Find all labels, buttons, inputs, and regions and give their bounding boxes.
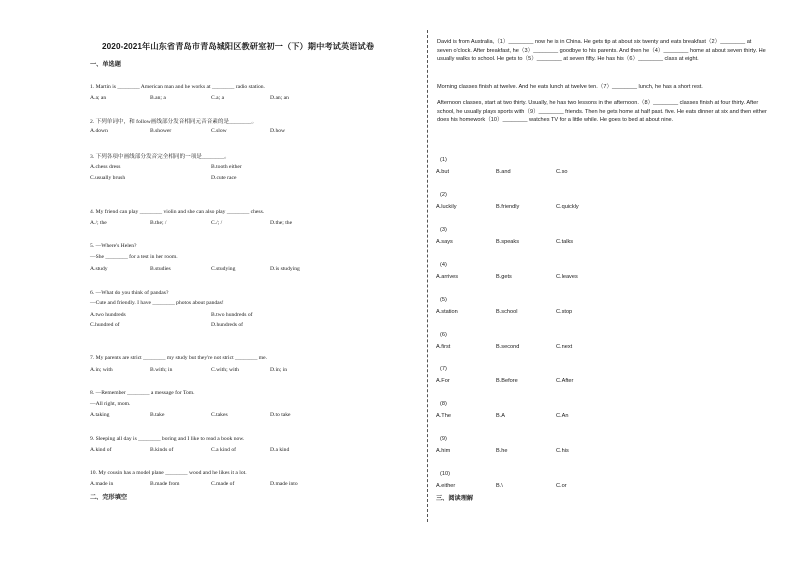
question-7-option-c[interactable]: C.with; with [211,367,239,373]
column-divider [427,30,428,522]
cloze-2-number: (2) [440,192,447,198]
cloze-9-option-a[interactable]: A.him [436,448,451,454]
question-5-option-c[interactable]: C.studying [211,266,236,272]
cloze-6-number: (6) [440,332,447,338]
cloze-6-option-a[interactable]: A.first [436,344,451,350]
question-3-option-c[interactable]: C.usually brush [90,175,126,181]
cloze-10-option-a[interactable]: A.either [436,483,456,489]
passage-paragraph-3: Afternoon classes, start at two thirty. Usually, he has two lessons in the afternoon.（8）________ classes finish at four thirty. After school, he usually plays sports with（9）________ friends. Then he gets home at half past. five. He eats dinner at six and then either does his homework（10）________ watches TV for a little while. He goes to bed at about nine. [437,100,767,124]
question-8-option-d[interactable]: D.to take [270,412,291,418]
question-8-dialogue: —All right, mom. [90,401,131,407]
cloze-8-option-b[interactable]: B.A [496,413,506,419]
cloze-5-option-a[interactable]: A.station [436,309,458,315]
question-3-option-a[interactable]: A.chess dress [90,164,121,170]
cloze-2-option-a[interactable]: A.luckily [436,204,457,210]
question-4-stem: 4. My friend can play ________ violin and she can also play ________ chess. [90,209,265,215]
cloze-7-option-b[interactable]: B.Before [496,378,518,384]
question-9-option-d[interactable]: D.a kind [270,447,290,453]
cloze-10-number: (10) [440,471,450,477]
question-6-dialogue: —Cute and friendly. I have ________ photos about pandas! [90,300,224,306]
question-1-option-c[interactable]: C.a; a [211,95,225,101]
cloze-1-number: (1) [440,157,447,163]
question-1-option-b[interactable]: B.an; a [150,95,166,101]
cloze-5-option-b[interactable]: B.school [496,309,518,315]
cloze-4-option-a[interactable]: A.arrives [436,274,459,280]
question-2-option-c[interactable]: C.slow [211,128,227,134]
cloze-3-number: (3) [440,227,447,233]
question-8-stem: 8. —Remember ________ a message for Tom. [90,390,195,396]
exam-title: 2020-2021年山东省青岛市青岛城阳区教研室初一（下）期中考试英语试卷 [102,42,375,51]
cloze-3-option-b[interactable]: B.speaks [496,239,520,245]
question-6-option-b[interactable]: B.two hundreds of [211,312,253,318]
question-4-option-a[interactable]: A./; the [90,220,107,226]
question-1-stem: 1. Martin is ________ American man and he works at ________ radio station. [90,84,265,90]
question-10-option-a[interactable]: A.made in [90,481,114,487]
question-5-option-b[interactable]: B.studies [150,266,171,272]
cloze-7-option-c[interactable]: C.After [556,378,574,384]
cloze-1-option-c[interactable]: C.so [556,169,568,175]
cloze-7-number: (7) [440,366,447,372]
cloze-8-option-c[interactable]: C.An [556,413,569,419]
question-3-stem: 3. 下列各项中画线部分发音完全相同的一项是________。 [90,154,230,160]
question-4-option-d[interactable]: D.the; the [270,220,293,226]
section-heading-cloze: 二、完形填空 [90,494,128,501]
cloze-3-option-a[interactable]: A.says [436,239,453,245]
question-7-option-b[interactable]: B.with; in [150,367,173,373]
section-heading-single-choice: 一、单选题 [90,61,121,68]
question-6-stem: 6. —What do you think of pandas? [90,290,169,296]
question-2-option-d[interactable]: D.how [270,128,286,134]
question-7-option-a[interactable]: A.in; with [90,367,113,373]
cloze-8-number: (8) [440,401,447,407]
cloze-6-option-c[interactable]: C.next [556,344,573,350]
question-4-option-c[interactable]: C./; / [211,220,223,226]
cloze-1-option-a[interactable]: A.but [436,169,450,175]
question-10-option-d[interactable]: D.made into [270,481,298,487]
cloze-6-option-b[interactable]: B.second [496,344,520,350]
cloze-9-option-c[interactable]: C.his [556,448,569,454]
cloze-8-option-a[interactable]: A.The [436,413,451,419]
question-6-option-d[interactable]: D.hundreds of [211,322,244,328]
question-10-stem: 10. My cousin has a model plane ________ wood and he likes it a lot. [90,470,247,476]
question-2-option-a[interactable]: A.down [90,128,108,134]
question-2-option-b[interactable]: B.shower [150,128,172,134]
cloze-7-option-a[interactable]: A.For [436,378,450,384]
cloze-9-option-b[interactable]: B.he [496,448,508,454]
question-8-option-b[interactable]: B.take [150,412,165,418]
cloze-10-option-b[interactable]: B.\ [496,483,503,489]
question-4-option-b[interactable]: B.the; / [150,220,167,226]
question-5-option-a[interactable]: A.study [90,266,108,272]
cloze-1-option-b[interactable]: B.and [496,169,511,175]
question-9-option-c[interactable]: C.a kind of [211,447,237,453]
question-6-option-c[interactable]: C.hundred of [90,322,120,328]
section-heading-reading: 三、阅读理解 [436,495,474,502]
cloze-10-option-c[interactable]: C.or [556,483,567,489]
question-9-option-a[interactable]: A.kind of [90,447,112,453]
question-8-option-a[interactable]: A.taking [90,412,110,418]
question-7-stem: 7. My parents are strict ________ my study but they're not strict ________ me. [90,355,268,361]
question-1-option-a[interactable]: A.a; an [90,95,107,101]
question-1-option-d[interactable]: D.an; an [270,95,289,101]
question-8-option-c[interactable]: C.takes [211,412,228,418]
question-10-option-c[interactable]: C.made of [211,481,235,487]
question-5-stem: 5. —Where's Helen? [90,243,137,249]
question-3-option-d[interactable]: D.cute race [211,175,237,181]
passage-paragraph-2: Morning classes finish at twelve. And he eats lunch at twelve ten.（7）________ lunch, he has a short rest. [437,84,703,90]
cloze-2-option-c[interactable]: C.quickly [556,204,579,210]
cloze-4-number: (4) [440,262,447,268]
cloze-2-option-b[interactable]: B.friendly [496,204,520,210]
question-5-option-d[interactable]: D.is studying [270,266,300,272]
cloze-9-number: (9) [440,436,447,442]
cloze-5-number: (5) [440,297,447,303]
cloze-4-option-c[interactable]: C.leaves [556,274,578,280]
cloze-4-option-b[interactable]: B.gets [496,274,512,280]
question-10-option-b[interactable]: B.made from [150,481,180,487]
question-9-option-b[interactable]: B.kinds of [150,447,174,453]
question-2-stem: 2. 下列单词中，和 follow画线部分发音相同元音音素的是________。 [90,119,258,125]
cloze-5-option-c[interactable]: C.stop [556,309,573,315]
question-5-dialogue: —She ________ for a test in her room. [90,254,178,260]
question-7-option-d[interactable]: D.in; in [270,367,288,373]
question-6-option-a[interactable]: A.two hundreds [90,312,126,318]
cloze-3-option-c[interactable]: C.talks [556,239,574,245]
passage-paragraph-1: David is from Australia,（1）________ now he is in China. He gets tip at about six twenty and eats breakfast（2）________ at seven o'clock. After breakfast, he（3）________ goodbye to his parents. And then he（4）________ home at about seven thirty. He usually walks to school. He gets to（5）________ at seven fifty. He has his（6）________ class at eight. [437,39,766,63]
question-3-option-b[interactable]: B.tooth either [211,164,242,170]
question-9-stem: 9. Sleeping all day is ________ boring and I like to read a book now. [90,436,245,442]
